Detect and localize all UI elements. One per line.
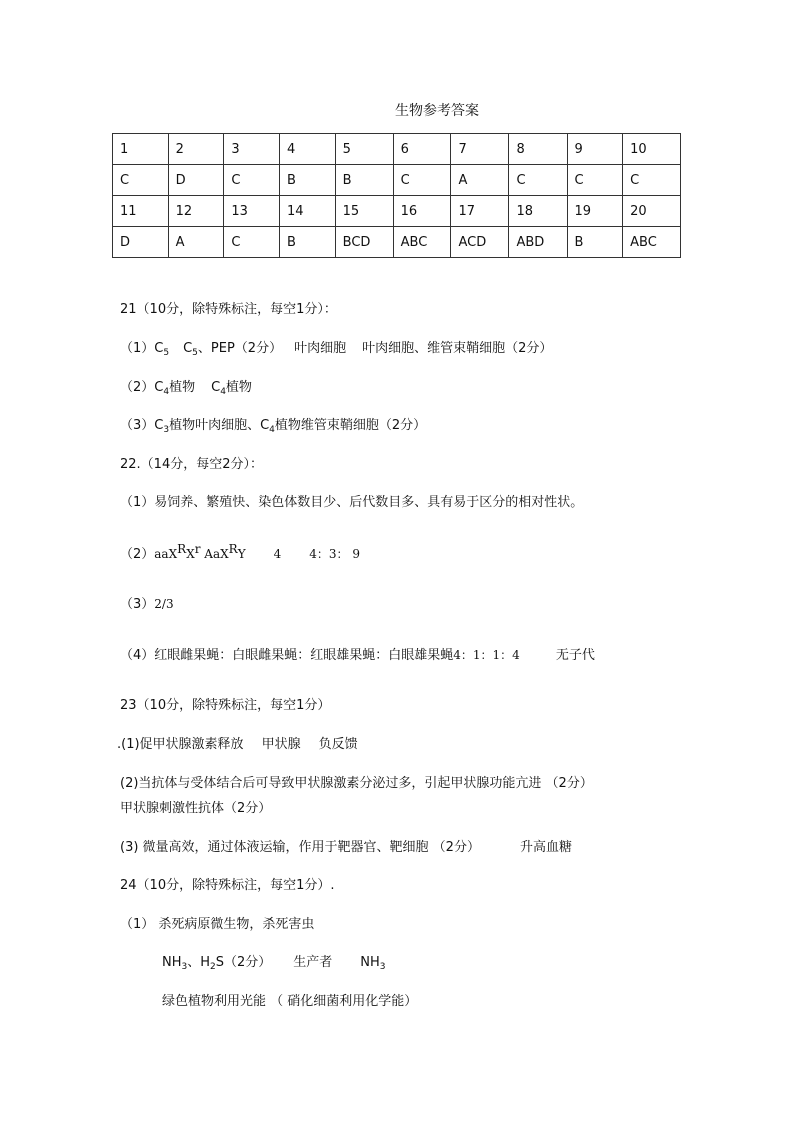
q22-header: 22.（14分，每空2分）： [120,457,263,472]
q21-l3-sub1: 3 [163,425,170,435]
table-cell: ABC [623,227,681,258]
q23-l4-a: (3) 微量高效，通过体液运输，作用于靶器官、靶细胞 （2分） [120,840,480,855]
table-cell: 20 [623,196,681,227]
table-cell: B [567,227,623,258]
table-cell: 1 [113,134,169,165]
q22-l4-ratio: 4：1：1：4 [453,648,520,662]
table-cell: 15 [335,196,393,227]
q22-l2-prefix: （2） [120,547,155,562]
table-cell: 5 [335,134,393,165]
table-cell: 9 [567,134,623,165]
q24-l2-d: 生产者 [293,955,333,970]
q23-line2: (2)当抗体与受体结合后可导致甲状腺激素分泌过多，引起甲状腺功能亢进 （2分） [120,776,593,791]
q24-l2-sub1: 3 [181,962,188,972]
q22-l2-c: AaX [200,547,229,561]
q21-l1-sub1: 5 [163,348,170,358]
table-cell: B [335,165,393,196]
q21-header: 21（10分，除特殊标注，每空1分）： [120,302,337,317]
q24-line1: （1） 杀死病原微生物，杀死害虫 [120,917,315,932]
table-cell: 8 [509,134,567,165]
table-cell: 3 [224,134,280,165]
table-cell: 13 [224,196,280,227]
table-cell: C [509,165,567,196]
q22-line3 [120,593,174,612]
table-row [113,165,681,196]
table-cell: BCD [335,227,393,258]
q21-l1-prefix: （1）C [120,341,164,356]
q24-header: 24（10分，除特殊标注，每空1分）. [120,878,335,893]
q21-l1-answer4: 叶肉细胞、维管束鞘细胞（2分） [362,341,553,356]
page-title: 生物参考答案 [395,103,479,119]
table-cell: 2 [168,134,224,165]
q22-l2-sup-b: r [194,542,201,556]
q22-l4-end: 无子代 [555,648,595,663]
table-row [113,196,681,227]
table-cell: 11 [113,196,169,227]
q23-l1-c: 负反馈 [318,737,358,752]
q23-line4 [120,836,572,855]
table-cell: 17 [451,196,509,227]
q24-line3: 绿色植物利用光能 （ 硝化细菌利用化学能） [162,994,418,1009]
table-cell: C [224,227,280,258]
table-cell: 12 [168,196,224,227]
q22-l2-sup-c: R [228,542,238,556]
q21-l2-prefix: （2）C [120,380,164,395]
q23-header: 23（10分，除特殊标注，每空1分） [120,698,331,713]
q21-l2-b: C [211,380,221,395]
table-cell: A [168,227,224,258]
q24-l2-a: NH [162,955,182,970]
q21-l1-answer3: 叶肉细胞 [294,341,347,356]
table-cell: ABD [509,227,567,258]
q22-l4-text: （4）红眼雌果蝇：白眼雌果蝇：红眼雄果蝇：白眼雄果蝇 [120,648,454,663]
table-cell: D [168,165,224,196]
table-row [113,227,681,258]
q22-l3-prefix: （3） [120,597,155,612]
table-cell: 18 [509,196,567,227]
table-cell: ABC [393,227,451,258]
q21-l2-sub2: 4 [220,387,226,397]
q21-l1-sub2: 5 [192,348,198,358]
q23-l1-b: 甲状腺 [261,737,301,752]
table-row [113,134,681,165]
q21-line3 [120,414,426,435]
q22-line4 [120,644,595,663]
q21-l3-a: 植物叶肉细胞、C [169,418,270,433]
table-cell: B [279,227,335,258]
table-cell: 14 [279,196,335,227]
q21-line2 [120,376,252,397]
q23-line3: 甲状腺刺激性抗体（2分） [120,801,272,816]
q22-l3-value: 2/3 [154,597,174,611]
q23-l1-a: .(1)促甲状腺激素释放 [117,737,244,752]
q22-l2-e: 4 [273,547,282,561]
table-cell: 16 [393,196,451,227]
answer-table [112,133,681,258]
table-cell: 10 [623,134,681,165]
q21-line1 [120,337,552,358]
table-cell: C [567,165,623,196]
q23-line1 [117,733,358,752]
q24-l2-c: S（2分） [215,955,272,970]
q21-l3-prefix: （3）C [120,418,164,433]
table-cell: A [451,165,509,196]
q21-l2-sub1: 4 [163,387,170,397]
q23-l4-b: 升高血糖 [519,840,572,855]
table-cell: 7 [451,134,509,165]
q24-l2-sub2: 2 [210,962,216,972]
q22-l2-b: X [186,547,195,561]
table-cell: 19 [567,196,623,227]
table-cell: 4 [279,134,335,165]
table-cell: C [623,165,681,196]
q24-line2 [162,951,386,972]
q24-l2-e: NH [360,955,380,970]
q22-l2-f: 4：3： 9 [309,547,361,561]
q22-l2-d: Y [237,547,246,561]
table-cell: B [279,165,335,196]
table-cell: C [113,165,169,196]
q21-l1-c: C [183,341,193,356]
q22-l2-a: aaX [154,547,178,561]
q21-l3-sub2: 4 [269,425,275,435]
q22-line2 [120,542,360,562]
q21-l1-pep: 、PEP（2分） [197,341,283,356]
table-cell: C [224,165,280,196]
q21-l2-c: 植物 [225,380,252,395]
table-cell: 6 [393,134,451,165]
q21-l3-b: 植物维管束鞘细胞（2分） [274,418,427,433]
q22-l2-sup-a: R [177,542,187,556]
table-cell: D [113,227,169,258]
q24-l2-b: 、H [187,955,211,970]
table-cell: C [393,165,451,196]
q21-l2-a: 植物 [169,380,196,395]
q24-l2-sub3: 3 [379,962,386,972]
table-cell: ACD [451,227,509,258]
q22-line1: （1）易饲养、繁殖快、染色体数目少、后代数目多、具有易于区分的相对性状。 [120,495,584,510]
